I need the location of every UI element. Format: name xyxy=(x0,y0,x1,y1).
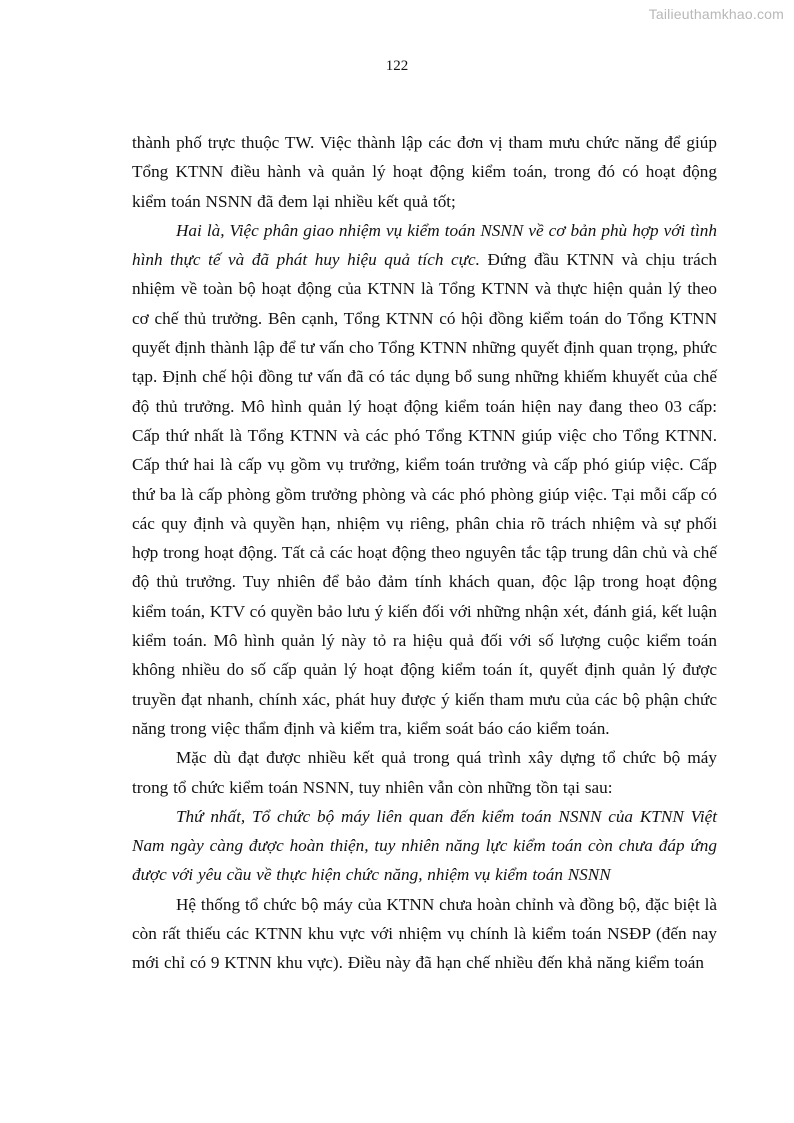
watermark: Tailieuthamkhao.com xyxy=(648,6,784,22)
paragraph-3: Mặc dù đạt được nhiều kết quả trong quá trình xây dựng tổ chức bộ máy trong tổ chức kiểm toán NSNN, tuy nhiên vẫn còn những tồn tại sau: xyxy=(132,748,717,797)
paragraph-1: thành phố trực thuộc TW. Việc thành lập các đơn vị tham mưu chức năng để giúp Tổng KTNN điều hành và quản lý hoạt động kiểm toán, trong đó có hoạt động kiểm toán NSNN đã đem lại nhiều kết quả tốt; xyxy=(132,133,717,211)
paragraph-5: Hệ thống tổ chức bộ máy của KTNN chưa hoàn chỉnh và đồng bộ, đặc biệt là còn rất thiếu các KTNN khu vực với nhiệm vụ chính là kiểm toán NSĐP (đến nay mới chỉ có 9 KTNN khu vực). Điều này đã hạn chế nhiều đến khả năng kiểm toán xyxy=(132,894,717,973)
paragraph-4-heading: Thứ nhất, Tổ chức bộ máy liên quan đến kiểm toán NSNN của KTNN Việt Nam ngày càng được hoàn thiện, tuy nhiên năng lực kiểm toán còn chưa đáp ứng được với yêu cầu về thực hiện chức năng, nhiệm vụ kiểm toán NSNN xyxy=(132,806,717,885)
paragraph-2-body: Đứng đầu KTNN và chịu trách nhiệm về toàn bộ hoạt động của KTNN là Tổng KTNN và thực hiện quản lý theo cơ chế thủ trưởng. Bên cạnh, Tổng KTNN có hội đồng kiểm toán do Tổng KTNN quyết định thành lập để tư vấn cho Tổng KTNN những quyết định quan trọng, phức tạp. Định chế hội đồng tư vấn đã có tác dụng bổ sung những khiếm khuyết của chế độ thủ trưởng. Mô hình quản lý hoạt động kiểm toán hiện nay đang theo 03 cấp: Cấp thứ nhất là Tổng KTNN và các phó Tổng KTNN giúp việc cho Tổng KTNN. Cấp thứ hai là cấp vụ gồm vụ trưởng, kiểm toán trưởng và cấp phó giúp việc. Cấp thứ ba là cấp phòng gồm trưởng phòng và các phó phòng giúp việc. Tại mỗi cấp có các quy định và quyền hạn, nhiệm vụ riêng, phân chia rõ trách nhiệm và sự phối hợp trong hoạt động. Tất cả các hoạt động theo nguyên tắc tập trung dân chủ và chế độ thủ trưởng. Tuy nhiên để bảo đảm tính khách quan, độc lập trong hoạt động kiểm toán, KTV có quyền bảo lưu ý kiến đối với những nhận xét, đánh giá, kết luận kiểm toán. Mô hình quản lý này tỏ ra hiệu quả đối với số lượng cuộc kiểm toán không nhiều do số cấp quản lý hoạt động kiểm toán ít, quyết định quản lý được truyền đạt nhanh, chính xác, phát huy được ý kiến tham mưu của các bộ phận chức năng trong việc thẩm định và kiểm tra, kiểm soát báo cáo kiểm toán. xyxy=(132,250,717,738)
page-number: 122 xyxy=(385,58,409,74)
paragraph-2 xyxy=(132,216,717,743)
paragraph-2-lead: Hai là, Việc phân giao nhiệm vụ kiểm toán NSNN về cơ bản phù hợp với tình hình thực tế và đã phát huy hiệu quả tích cực. xyxy=(132,220,717,270)
body-text xyxy=(132,128,717,978)
